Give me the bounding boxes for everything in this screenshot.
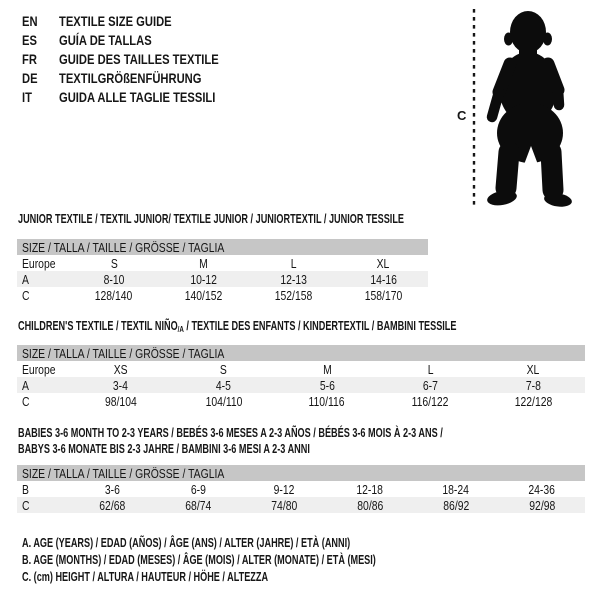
cell: 12-18 [356, 481, 384, 497]
cell: 140/152 [184, 287, 223, 303]
lang-title: TEXTILE SIZE GUIDE [59, 12, 172, 29]
lang-code: EN [22, 12, 38, 29]
cell: 3-6 [104, 481, 120, 497]
cell: 74/80 [270, 497, 298, 513]
cell: 12-13 [280, 271, 307, 287]
note-age-months: B. AGE (MONTHS) / EDAD (MESES) / ÂGE (MOIS) / ALTER (MONATE) / ETÀ (MESI) [22, 553, 376, 567]
title-part: CHILDREN'S TEXTILE / TEXTIL NIÑO [18, 319, 178, 333]
lang-row-es [22, 30, 259, 49]
table-header [17, 465, 585, 481]
cell: M [199, 255, 208, 271]
size-header-label: SIZE / TALLA / TAILLE / GRÖSSE / TAGLIA [22, 239, 225, 255]
lang-title: GUIDA ALLE TAGLIE TESSILI [59, 88, 216, 105]
cell: 110/116 [308, 393, 346, 409]
cell: XS [113, 361, 128, 377]
cell: 158/170 [364, 287, 402, 303]
cell: 122/128 [514, 393, 553, 409]
leg-left [506, 152, 509, 188]
lang-code: ES [22, 31, 37, 48]
children-section-title [18, 318, 600, 334]
row-label: Europe [22, 361, 56, 377]
cell: 80/86 [356, 497, 384, 513]
cell: 10-12 [190, 271, 217, 287]
lang-code: FR [22, 50, 37, 67]
cell: 8-10 [103, 271, 125, 287]
lang-code: DE [22, 69, 38, 86]
note-age-years: A. AGE (YEARS) / EDAD (AÑOS) / ÂGE (ANS) / ALTER (JAHRE) / ETÀ (ANNI) [22, 536, 351, 550]
cell: M [322, 361, 332, 377]
table-row [17, 255, 428, 271]
table-header [17, 239, 428, 255]
cell: 6-7 [422, 377, 438, 393]
cell: 86/92 [442, 497, 470, 513]
language-title-list [22, 11, 259, 106]
row-label: C [22, 497, 30, 513]
babies-size-table [17, 465, 585, 513]
cell: 68/74 [184, 497, 212, 513]
row-label: B [22, 481, 29, 497]
table-row [17, 481, 585, 497]
cell: 128/140 [95, 287, 133, 303]
cell: 104/110 [205, 393, 243, 409]
table-row [17, 497, 585, 513]
cell: 116/122 [411, 393, 449, 409]
cell: 3-4 [113, 377, 129, 393]
cell: L [290, 255, 297, 271]
arm-left-lower [492, 92, 499, 117]
cell: L [427, 361, 434, 377]
title-part: / TEXTILE DES ENFANTS / KINDERTEXTIL / BAMBINI TESSILE [183, 319, 457, 333]
cell: XL [376, 255, 390, 271]
title-subscript: /A [177, 324, 184, 334]
junior-size-table [17, 239, 428, 303]
cell: 7-8 [525, 377, 541, 393]
cell: 98/104 [104, 393, 137, 409]
toddler-silhouette [486, 11, 573, 208]
height-figure [450, 0, 600, 215]
cell: 152/158 [274, 287, 313, 303]
lang-title: GUIDE DES TAILLES TEXTILE [59, 50, 219, 67]
lang-row-it [22, 87, 259, 106]
table-header [17, 345, 585, 361]
cell: 18-24 [442, 481, 470, 497]
cell: 24-36 [528, 481, 556, 497]
junior-section-title: JUNIOR TEXTILE / TEXTIL JUNIOR/ TEXTILE JUNIOR / JUNIORTEXTIL / JUNIOR TESSILE [18, 212, 405, 226]
row-label: C [22, 287, 30, 303]
children-size-table [17, 345, 585, 409]
note-height-cm: C. (cm) HEIGHT / ALTURA / HAUTEUR / HÖHE / ALTEZZA [22, 570, 269, 584]
cell: 92/98 [528, 497, 556, 513]
size-header-label: SIZE / TALLA / TAILLE / GRÖSSE / TAGLIA [22, 465, 225, 481]
cell: 62/68 [98, 497, 126, 513]
size-header-label: SIZE / TALLA / TAILLE / GRÖSSE / TAGLIA [22, 345, 225, 361]
cell: XL [527, 361, 540, 377]
cell: 6-9 [190, 481, 206, 497]
lang-title: TEXTILGRÖßENFÜHRUNG [59, 69, 202, 86]
cell: S [110, 255, 118, 271]
table-row [17, 393, 585, 409]
row-label: A [22, 377, 29, 393]
row-label: A [22, 271, 29, 287]
lang-row-de [22, 68, 259, 87]
cell: 5-6 [319, 377, 335, 393]
babies-section-title-line1: BABIES 3-6 MONTH TO 2-3 YEARS / BEBÉS 3-6 MESES A 2-3 AÑOS / BÉBÉS 3-6 MOIS À 2-3 ANS / [18, 426, 443, 440]
cell: 4-5 [216, 377, 232, 393]
arm-right-lower [558, 90, 559, 105]
toddler-figure-svg [450, 0, 600, 215]
lang-row-fr [22, 49, 259, 68]
lang-row-en [22, 11, 259, 30]
leg-right [551, 152, 553, 190]
lang-code: IT [22, 88, 32, 105]
height-measure-label: C [457, 108, 467, 123]
cell: S [220, 361, 228, 377]
row-label: Europe [22, 255, 56, 271]
babies-section-title-line2: BABYS 3-6 MONATE BIS 2-3 JAHRE / BAMBINI 3-6 MESI A 2-3 ANNI [18, 442, 310, 456]
cell: 14-16 [369, 271, 397, 287]
cell: 9-12 [273, 481, 295, 497]
row-label: C [22, 393, 30, 409]
lang-title: GUÍA DE TALLAS [59, 31, 152, 48]
table-row [17, 271, 428, 287]
table-row [17, 361, 585, 377]
table-row [17, 377, 585, 393]
table-row [17, 287, 428, 303]
